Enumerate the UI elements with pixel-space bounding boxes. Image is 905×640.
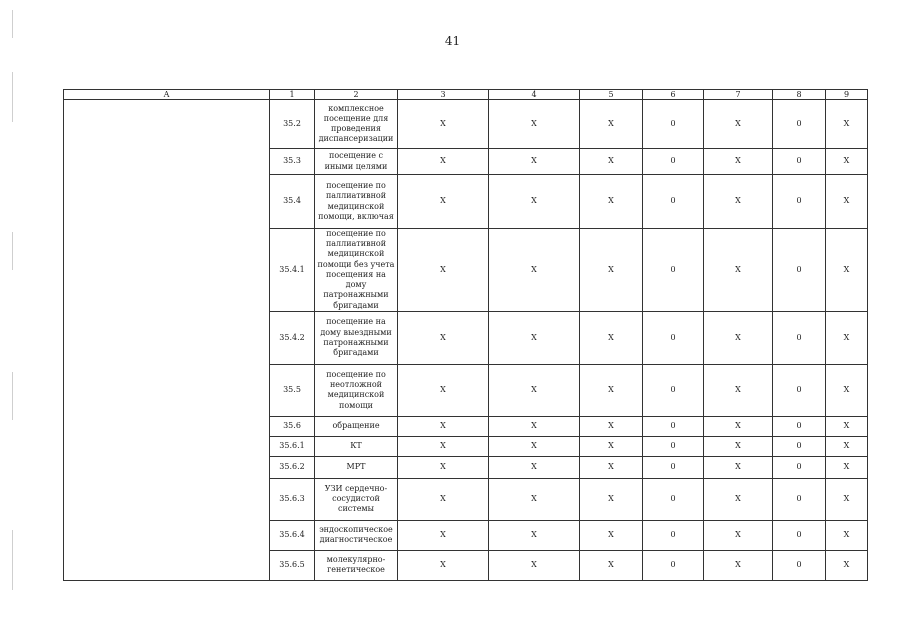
row-code: 35.6.5 (270, 550, 315, 580)
value-cell: X (489, 311, 580, 364)
value-cell: 0 (643, 436, 704, 456)
value-cell: X (580, 520, 643, 550)
value-cell: X (489, 550, 580, 580)
column-header: 8 (773, 90, 826, 100)
value-cell: X (489, 520, 580, 550)
value-cell: X (489, 175, 580, 229)
value-cell: X (704, 520, 773, 550)
value-cell: X (704, 311, 773, 364)
value-cell: 0 (773, 175, 826, 229)
column-header: 4 (489, 90, 580, 100)
row-name: обращение (315, 416, 398, 436)
value-cell: X (489, 100, 580, 149)
data-table (63, 89, 868, 581)
value-cell: X (398, 100, 489, 149)
value-cell: 0 (643, 149, 704, 175)
value-cell: X (826, 416, 868, 436)
row-name: посещение по паллиативной медицинской помощи без учета посещения на дому патронажными бригадами (315, 229, 398, 312)
scan-margin-mark (12, 72, 13, 122)
value-cell: 0 (773, 149, 826, 175)
column-header: 7 (704, 90, 773, 100)
value-cell: X (580, 149, 643, 175)
value-cell: X (398, 175, 489, 229)
value-cell: X (398, 478, 489, 520)
value-cell: X (580, 311, 643, 364)
value-cell: X (826, 311, 868, 364)
row-name: посещение с иными целями (315, 149, 398, 175)
row-name: эндоскопическое диагностическое (315, 520, 398, 550)
value-cell: 0 (643, 175, 704, 229)
value-cell: X (580, 229, 643, 312)
value-cell: X (704, 149, 773, 175)
value-cell: X (580, 550, 643, 580)
value-cell: X (826, 149, 868, 175)
value-cell: 0 (773, 364, 826, 416)
value-cell: X (704, 364, 773, 416)
row-name: молекулярно-генетическое (315, 550, 398, 580)
value-cell: X (398, 520, 489, 550)
row-code: 35.3 (270, 149, 315, 175)
value-cell: X (704, 100, 773, 149)
value-cell: X (580, 175, 643, 229)
value-cell: X (398, 229, 489, 312)
row-name: посещение по паллиативной медицинской помощи, включая (315, 175, 398, 229)
value-cell: X (489, 229, 580, 312)
value-cell: 0 (643, 550, 704, 580)
value-cell: 0 (773, 311, 826, 364)
value-cell: X (580, 478, 643, 520)
column-header: 2 (315, 90, 398, 100)
value-cell: X (826, 520, 868, 550)
value-cell: 0 (643, 311, 704, 364)
value-cell: X (398, 364, 489, 416)
row-code: 35.4.2 (270, 311, 315, 364)
column-header: А (64, 90, 270, 100)
value-cell: X (704, 436, 773, 456)
value-cell: X (489, 436, 580, 456)
value-cell: X (489, 149, 580, 175)
row-name: КТ (315, 436, 398, 456)
value-cell: X (826, 175, 868, 229)
value-cell: 0 (643, 456, 704, 478)
value-cell: X (580, 100, 643, 149)
value-cell: X (704, 229, 773, 312)
value-cell: X (580, 436, 643, 456)
value-cell: X (704, 550, 773, 580)
row-code: 35.6.1 (270, 436, 315, 456)
row-code: 35.6.3 (270, 478, 315, 520)
column-header: 5 (580, 90, 643, 100)
scan-margin-mark (12, 372, 13, 420)
value-cell: 0 (643, 416, 704, 436)
value-cell: X (398, 436, 489, 456)
value-cell: X (489, 456, 580, 478)
page-number: 41 (444, 34, 461, 48)
row-code: 35.6 (270, 416, 315, 436)
value-cell: X (704, 478, 773, 520)
scan-margin-mark (12, 530, 13, 590)
value-cell: X (826, 364, 868, 416)
value-cell: 0 (773, 550, 826, 580)
value-cell: 0 (643, 100, 704, 149)
value-cell: X (704, 416, 773, 436)
value-cell: 0 (773, 436, 826, 456)
value-cell: X (398, 311, 489, 364)
value-cell: X (489, 416, 580, 436)
value-cell: X (704, 175, 773, 229)
table-header-row (64, 90, 868, 100)
row-code: 35.4.1 (270, 229, 315, 312)
value-cell: X (580, 416, 643, 436)
value-cell: X (826, 436, 868, 456)
table-row (64, 100, 868, 149)
value-cell: X (826, 456, 868, 478)
value-cell: 0 (643, 520, 704, 550)
value-cell: 0 (773, 478, 826, 520)
value-cell: X (826, 100, 868, 149)
row-name: УЗИ сердечно-сосудистой системы (315, 478, 398, 520)
value-cell: X (580, 456, 643, 478)
value-cell: X (398, 416, 489, 436)
value-cell: X (826, 229, 868, 312)
column-header: 9 (826, 90, 868, 100)
row-code: 35.5 (270, 364, 315, 416)
scan-margin-mark (12, 232, 13, 270)
value-cell: X (489, 364, 580, 416)
value-cell: X (826, 550, 868, 580)
value-cell: X (398, 456, 489, 478)
value-cell: X (826, 478, 868, 520)
scan-margin-mark (12, 10, 13, 38)
value-cell: X (704, 456, 773, 478)
column-header: 3 (398, 90, 489, 100)
value-cell: 0 (773, 520, 826, 550)
column-header: 6 (643, 90, 704, 100)
row-code: 35.6.2 (270, 456, 315, 478)
row-name: посещение на дому выездными патронажными бригадами (315, 311, 398, 364)
row-code: 35.6.4 (270, 520, 315, 550)
column-a-cell (64, 100, 270, 581)
value-cell: 0 (643, 364, 704, 416)
row-name: комплексное посещение для проведения диспансеризации (315, 100, 398, 149)
row-code: 35.2 (270, 100, 315, 149)
row-code: 35.4 (270, 175, 315, 229)
value-cell: 0 (643, 478, 704, 520)
value-cell: X (580, 364, 643, 416)
value-cell: 0 (773, 416, 826, 436)
value-cell: X (398, 149, 489, 175)
column-header: 1 (270, 90, 315, 100)
value-cell: 0 (773, 100, 826, 149)
row-name: МРТ (315, 456, 398, 478)
row-name: посещение по неотложной медицинской помощи (315, 364, 398, 416)
value-cell: 0 (643, 229, 704, 312)
value-cell: X (489, 478, 580, 520)
value-cell: X (398, 550, 489, 580)
value-cell: 0 (773, 456, 826, 478)
value-cell: 0 (773, 229, 826, 312)
